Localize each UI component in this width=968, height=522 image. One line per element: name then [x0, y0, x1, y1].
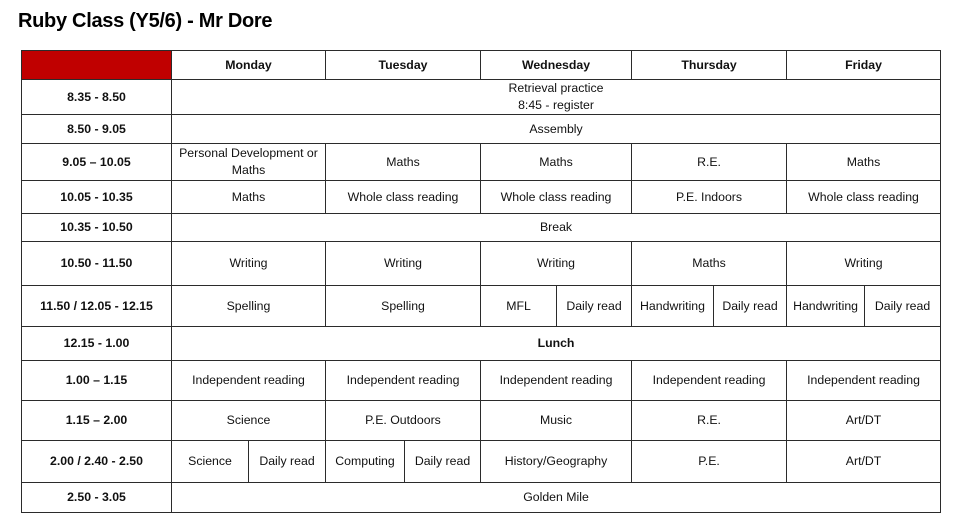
lesson-cell-tuesday-b: Daily read [405, 441, 481, 483]
table-row [22, 441, 941, 483]
lesson-cell-wednesday: Writing [481, 242, 632, 286]
time-cell: 1.00 – 1.15 [22, 361, 172, 401]
time-cell: 10.05 - 10.35 [22, 181, 172, 214]
time-cell: 1.15 – 2.00 [22, 401, 172, 441]
register-text: 8:45 - register [518, 98, 594, 112]
lesson-cell-all-days: Lunch [172, 327, 941, 361]
lesson-cell-thursday-a: Handwriting [632, 286, 714, 327]
lesson-cell-friday: Art/DT [787, 441, 941, 483]
day-header-friday: Friday [787, 51, 941, 80]
lesson-cell-monday: Independent reading [172, 361, 326, 401]
lesson-cell-monday-a: Science [172, 441, 249, 483]
lesson-cell-all-days: Golden Mile [172, 483, 941, 513]
header-row [22, 51, 941, 80]
lesson-cell-tuesday: Maths [326, 144, 481, 181]
day-header-thursday: Thursday [632, 51, 787, 80]
lesson-cell-tuesday-a: Computing [326, 441, 405, 483]
lesson-cell-wednesday: Maths [481, 144, 632, 181]
lesson-cell-wednesday-a: MFL [481, 286, 557, 327]
lesson-cell-thursday: R.E. [632, 144, 787, 181]
lesson-cell-friday: Independent reading [787, 361, 941, 401]
time-cell: 8.50 - 9.05 [22, 115, 172, 144]
lesson-cell-wednesday-b: Daily read [557, 286, 632, 327]
table-row [22, 144, 941, 181]
lesson-cell-monday: Writing [172, 242, 326, 286]
table-row [22, 286, 941, 327]
timetable [21, 50, 941, 513]
lesson-cell-all-days: Assembly [172, 115, 941, 144]
lesson-cell-wednesday: History/Geography [481, 441, 632, 483]
day-header-tuesday: Tuesday [326, 51, 481, 80]
time-cell: 10.50 - 11.50 [22, 242, 172, 286]
lesson-cell-thursday: Maths [632, 242, 787, 286]
lesson-cell-thursday: Independent reading [632, 361, 787, 401]
lesson-cell-monday-b: Daily read [249, 441, 326, 483]
retrieval-practice-text: Retrieval practice [508, 81, 604, 95]
lesson-cell-friday: Whole class reading [787, 181, 941, 214]
lesson-cell-monday: Spelling [172, 286, 326, 327]
lesson-cell-all-days: Break [172, 214, 941, 242]
table-row [22, 361, 941, 401]
lesson-cell-monday: Science [172, 401, 326, 441]
table-row [22, 181, 941, 214]
lesson-cell-wednesday: Music [481, 401, 632, 441]
lesson-cell-tuesday: Spelling [326, 286, 481, 327]
table-row [22, 115, 941, 144]
lesson-cell-wednesday: Whole class reading [481, 181, 632, 214]
time-cell: 11.50 / 12.05 - 12.15 [22, 286, 172, 327]
lesson-cell-thursday: P.E. Indoors [632, 181, 787, 214]
time-cell: 10.35 - 10.50 [22, 214, 172, 242]
header-corner-cell [22, 51, 172, 80]
table-row [22, 327, 941, 361]
time-cell: 9.05 – 10.05 [22, 144, 172, 181]
table-row [22, 401, 941, 441]
page-title: Ruby Class (Y5/6) - Mr Dore [18, 10, 273, 32]
lesson-cell-friday-a: Handwriting [787, 286, 865, 327]
lesson-cell-thursday: P.E. [632, 441, 787, 483]
lesson-cell-friday: Maths [787, 144, 941, 181]
lesson-cell-monday: Maths [172, 181, 326, 214]
time-cell: 12.15 - 1.00 [22, 327, 172, 361]
day-header-monday: Monday [172, 51, 326, 80]
table-row [22, 483, 941, 513]
lesson-cell-friday: Writing [787, 242, 941, 286]
time-cell: 8.35 - 8.50 [22, 80, 172, 115]
day-header-wednesday: Wednesday [481, 51, 632, 80]
lesson-cell-tuesday: Independent reading [326, 361, 481, 401]
lesson-cell-all-days [172, 80, 941, 115]
lesson-cell-monday: Personal Development or Maths [172, 144, 326, 181]
time-cell: 2.00 / 2.40 - 2.50 [22, 441, 172, 483]
lesson-cell-tuesday: P.E. Outdoors [326, 401, 481, 441]
table-row [22, 80, 941, 115]
lesson-cell-friday: Art/DT [787, 401, 941, 441]
lesson-cell-tuesday: Whole class reading [326, 181, 481, 214]
table-row [22, 242, 941, 286]
lesson-cell-thursday-b: Daily read [714, 286, 787, 327]
lesson-cell-thursday: R.E. [632, 401, 787, 441]
lesson-cell-tuesday: Writing [326, 242, 481, 286]
table-row [22, 214, 941, 242]
lesson-cell-friday-b: Daily read [865, 286, 941, 327]
lesson-cell-wednesday: Independent reading [481, 361, 632, 401]
time-cell: 2.50 - 3.05 [22, 483, 172, 513]
